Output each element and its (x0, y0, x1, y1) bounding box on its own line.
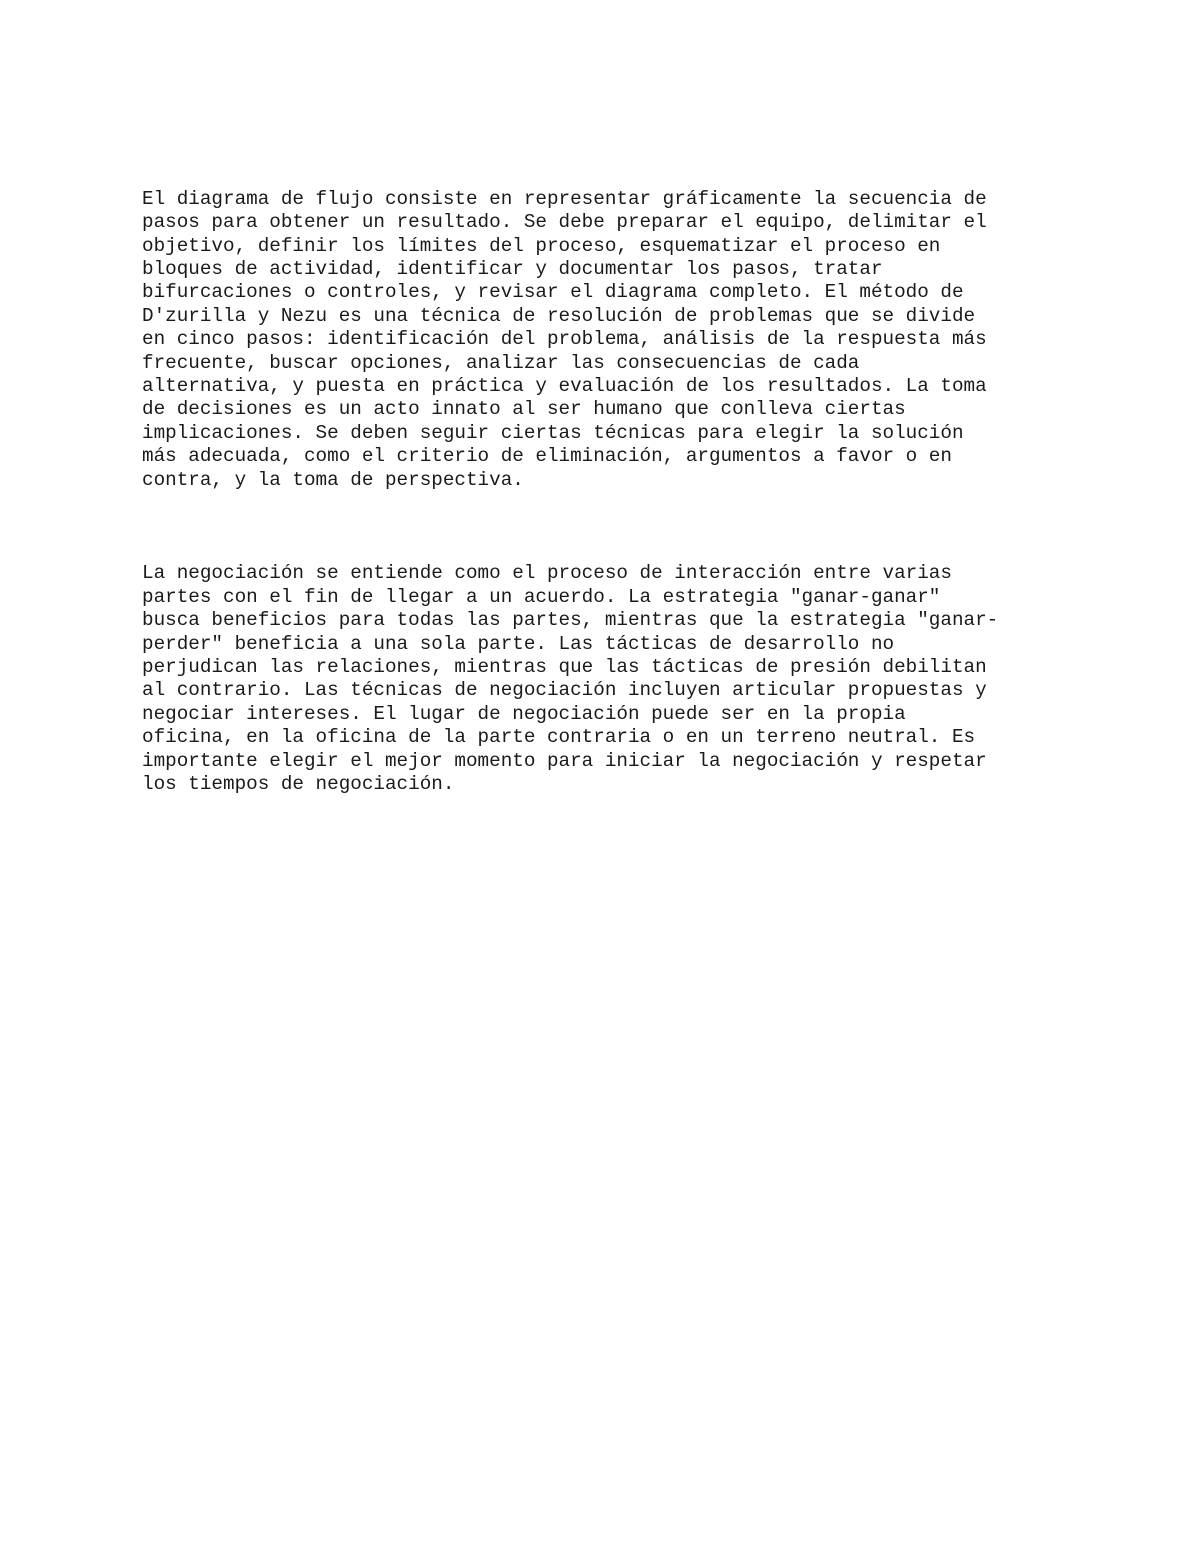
paragraph-negotiation: La negociación se entiende como el proceso de interacción entre varias partes con el fin de llegar a un acuerdo. La estrategia "ganar-ganar" busca beneficios para todas las partes, mientras que la estrategia "ganar- perder" beneficia a una sola parte. Las tácticas de desarrollo no perjudican las relaciones, mientras que las tácticas de presión debilitan al contrario. Las técnicas de negociación incluyen articular propuestas y negociar intereses. El lugar de negociación puede ser en la propia oficina, en la oficina de la parte contraria o en un terreno neutral. Es importante elegir el mejor momento para iniciar la negociación y respetar los tiempos de negociación. (142, 562, 999, 795)
document-body (142, 141, 1072, 843)
paragraph-flowchart-decisions: El diagrama de flujo consiste en representar gráficamente la secuencia de pasos para obtener un resultado. Se debe preparar el equipo, delimitar el objetivo, definir los límites del proceso, esquematizar el proceso en bloques de actividad, identificar y documentar los pasos, tratar bifurcaciones o controles, y revisar el diagrama completo. El método de D'zurilla y Nezu es una técnica de resolución de problemas que se divide en cinco pasos: identificación del problema, análisis de la respuesta más frecuente, buscar opciones, analizar las consecuencias de cada alternativa, y puesta en práctica y evaluación de los resultados. La toma de decisiones es un acto innato al ser humano que conlleva ciertas implicaciones. Se deben seguir ciertas técnicas para elegir la solución más adecuada, como el criterio de eliminación, argumentos a favor o en contra, y la toma de perspectiva. (142, 187, 987, 491)
